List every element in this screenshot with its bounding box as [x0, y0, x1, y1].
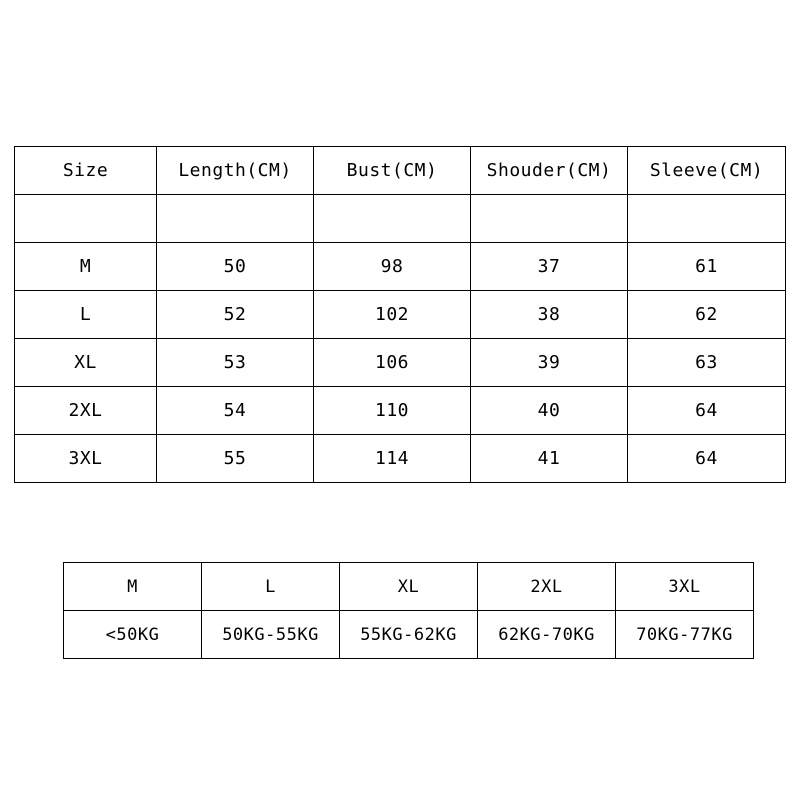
shoulder-cell: 40	[471, 387, 628, 435]
bust-cell: 110	[314, 387, 471, 435]
table-row	[15, 387, 786, 435]
bust-cell: 98	[314, 243, 471, 291]
size-cell: 3XL	[15, 435, 157, 483]
weight-range-row	[64, 611, 754, 659]
weight-range-cell: 55KG-62KG	[340, 611, 478, 659]
shoulder-cell: 39	[471, 339, 628, 387]
table-header-row	[15, 147, 786, 195]
bust-cell: 114	[314, 435, 471, 483]
sleeve-cell: 64	[628, 387, 786, 435]
size-cell: XL	[15, 339, 157, 387]
weight-size-cell: M	[64, 563, 202, 611]
length-cell: 50	[157, 243, 314, 291]
weight-range-cell: 62KG-70KG	[478, 611, 616, 659]
size-chart-table	[14, 146, 786, 483]
empty-cell	[314, 195, 471, 243]
table-row	[15, 291, 786, 339]
length-cell: 54	[157, 387, 314, 435]
shoulder-cell: 41	[471, 435, 628, 483]
weight-size-cell: 2XL	[478, 563, 616, 611]
weight-range-cell: 70KG-77KG	[616, 611, 754, 659]
empty-row	[15, 195, 786, 243]
length-cell: 52	[157, 291, 314, 339]
weight-range-cell: 50KG-55KG	[202, 611, 340, 659]
weight-size-cell: L	[202, 563, 340, 611]
table-row	[15, 243, 786, 291]
bust-cell: 106	[314, 339, 471, 387]
empty-cell	[471, 195, 628, 243]
length-cell: 53	[157, 339, 314, 387]
header-sleeve: Sleeve(CM)	[628, 147, 786, 195]
size-cell: M	[15, 243, 157, 291]
weight-size-row	[64, 563, 754, 611]
empty-cell	[628, 195, 786, 243]
weight-size-cell: XL	[340, 563, 478, 611]
size-cell: 2XL	[15, 387, 157, 435]
header-length: Length(CM)	[157, 147, 314, 195]
empty-cell	[157, 195, 314, 243]
header-bust: Bust(CM)	[314, 147, 471, 195]
size-cell: L	[15, 291, 157, 339]
sleeve-cell: 61	[628, 243, 786, 291]
sleeve-cell: 63	[628, 339, 786, 387]
shoulder-cell: 38	[471, 291, 628, 339]
header-shoulder: Shouder(CM)	[471, 147, 628, 195]
shoulder-cell: 37	[471, 243, 628, 291]
sleeve-cell: 62	[628, 291, 786, 339]
sleeve-cell: 64	[628, 435, 786, 483]
empty-cell	[15, 195, 157, 243]
weight-size-cell: 3XL	[616, 563, 754, 611]
header-size: Size	[15, 147, 157, 195]
table-row	[15, 435, 786, 483]
table-row	[15, 339, 786, 387]
bust-cell: 102	[314, 291, 471, 339]
weight-chart-table	[63, 562, 754, 659]
length-cell: 55	[157, 435, 314, 483]
weight-range-cell: <50KG	[64, 611, 202, 659]
